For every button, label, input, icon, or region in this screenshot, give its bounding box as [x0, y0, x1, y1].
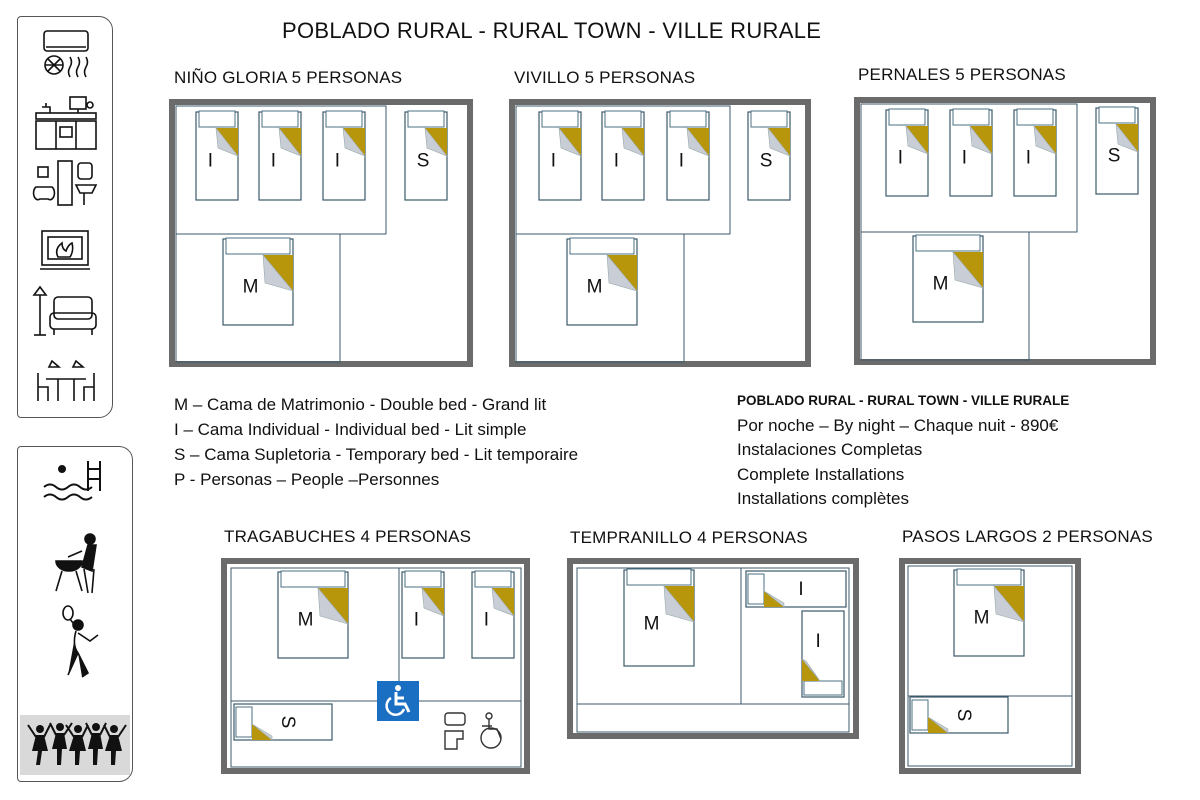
- bed-label: I: [207, 150, 214, 172]
- page-title: POBLADO RURAL - RURAL TOWN - VILLE RURALE: [282, 18, 822, 43]
- bed-label: I: [550, 150, 557, 172]
- bed-individual: [323, 111, 365, 200]
- bed-double: [954, 569, 1024, 656]
- bed-double: [913, 235, 983, 322]
- bed-individual: [402, 571, 444, 658]
- bed-label: I: [1025, 147, 1032, 169]
- house-title-pernales: PERNALES 5 PERSONAS: [858, 65, 1066, 84]
- bed-label: I: [815, 631, 821, 653]
- legend-item-people: P - Personas – People –Personnes: [174, 470, 440, 489]
- wheelchair-accessible-icon: [377, 681, 419, 721]
- house-title-vivillo: VIVILLO 5 PERSONAS: [514, 68, 696, 87]
- info-installations-es: Instalaciones Completas: [737, 440, 923, 459]
- bed-label: I: [897, 147, 904, 169]
- bed-temporary: [1096, 107, 1138, 194]
- bed-label: S: [952, 708, 974, 722]
- house-title-nino-gloria: NIÑO GLORIA 5 PERSONAS: [174, 68, 403, 87]
- legend-item-temporary: S – Cama Supletoria - Temporary bed - Lit temporaire: [174, 445, 579, 464]
- info-price: Por noche – By night – Chaque nuit - 890€: [737, 415, 1059, 435]
- bed-double: [567, 238, 637, 325]
- bed-temporary: [910, 697, 1008, 733]
- bed-label: I: [270, 150, 277, 172]
- bed-label: S: [416, 150, 430, 172]
- bed-label: S: [759, 150, 773, 172]
- info-installations-fr: Installations complètes: [737, 489, 909, 508]
- bed-individual: [539, 111, 581, 200]
- bed-label: I: [798, 579, 804, 600]
- bed-temporary: [405, 111, 447, 200]
- bed-label: I: [678, 150, 685, 172]
- legend-item-double: M – Cama de Matrimonio - Double bed - Grand lit: [174, 395, 547, 414]
- house-title-tragabuches: TRAGABUCHES 4 PERSONAS: [224, 527, 472, 546]
- info-heading: POBLADO RURAL - RURAL TOWN - VILLE RURALE: [737, 393, 1070, 408]
- legend-item-individual: I – Cama Individual - Individual bed - Lit simple: [174, 420, 527, 439]
- bed-label: M: [586, 276, 603, 298]
- bed-double: [624, 569, 694, 666]
- bed-label: M: [643, 613, 660, 635]
- bed-individual: [667, 111, 709, 200]
- bed-label: M: [297, 609, 314, 631]
- bed-individual: [886, 109, 928, 196]
- bed-individual: [472, 571, 514, 658]
- bed-label: M: [973, 607, 990, 629]
- bed-label: S: [276, 715, 298, 729]
- bed-label: M: [932, 273, 949, 295]
- bed-label: M: [242, 276, 259, 298]
- bed-label: I: [413, 609, 420, 631]
- bed-individual: [196, 111, 238, 200]
- bed-individual: [259, 111, 301, 200]
- house-title-tempranillo: TEMPRANILLO 4 PERSONAS: [570, 528, 808, 547]
- bed-individual: [802, 611, 844, 697]
- bed-label: I: [613, 150, 620, 172]
- bed-label: I: [334, 150, 341, 172]
- bed-individual: [950, 109, 992, 196]
- bed-individual: [602, 111, 644, 200]
- bed-individual: [1014, 109, 1056, 196]
- house-title-pasos-largos: PASOS LARGOS 2 PERSONAS: [902, 527, 1153, 546]
- bed-label: I: [483, 609, 490, 631]
- bed-temporary: [234, 704, 332, 740]
- info-installations-en: Complete Installations: [737, 464, 905, 484]
- bed-double: [223, 238, 293, 325]
- bed-temporary: [748, 111, 790, 200]
- bed-individual: [746, 571, 846, 607]
- bed-label: S: [1107, 145, 1121, 167]
- bed-double: [278, 571, 348, 658]
- bed-label: I: [961, 147, 968, 169]
